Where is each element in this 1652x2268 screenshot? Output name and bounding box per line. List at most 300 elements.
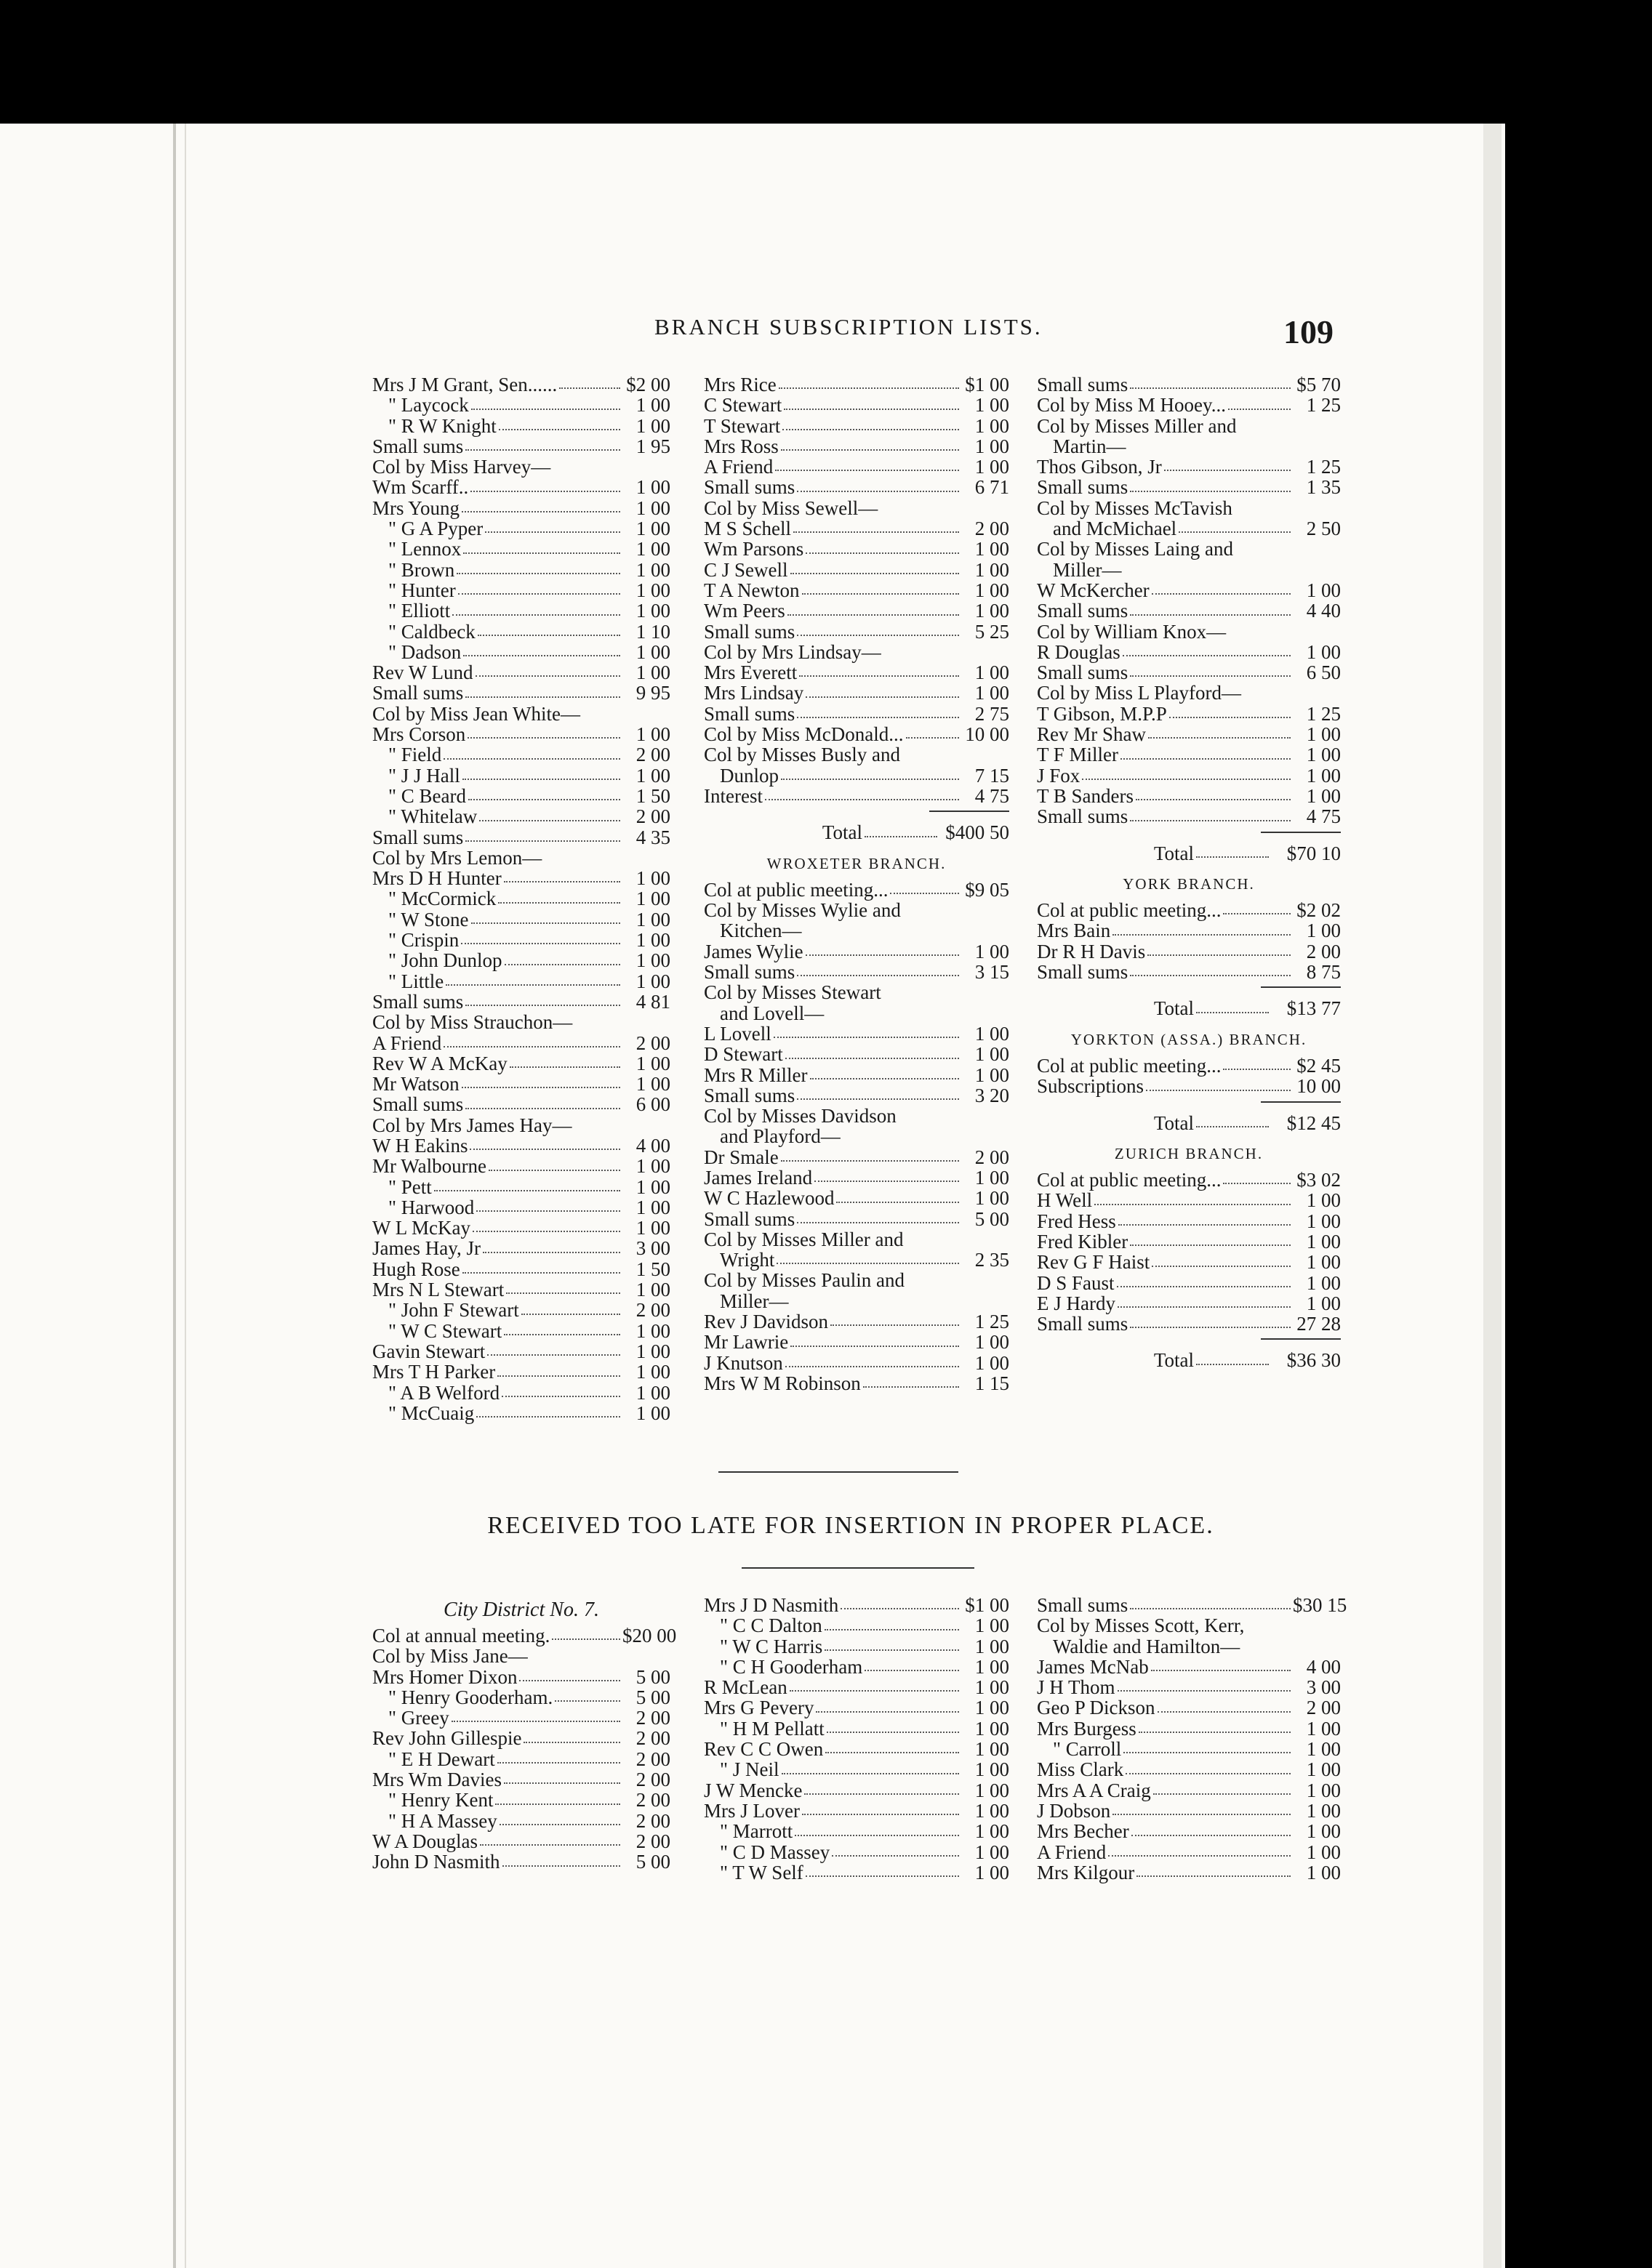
subscription-entry bbox=[1037, 962, 1341, 982]
dot-leader bbox=[434, 1177, 620, 1191]
entry-name: Wm Peers bbox=[704, 600, 785, 622]
subscription-entry bbox=[372, 416, 670, 436]
subscription-entry bbox=[1037, 622, 1341, 642]
entry-amount: 1 00 bbox=[635, 1381, 670, 1404]
dot-leader bbox=[1243, 683, 1291, 697]
subscription-entry bbox=[372, 1074, 670, 1094]
entry-amount bbox=[961, 982, 1009, 1002]
entry-name: Col by Misses Paulin and bbox=[704, 1269, 905, 1292]
dot-leader bbox=[816, 1697, 959, 1712]
dot-leader bbox=[781, 765, 959, 780]
dot-leader bbox=[1223, 1170, 1291, 1184]
entry-amount: 1 00 bbox=[1306, 920, 1341, 942]
entry-name: Waldie and Hamilton— bbox=[1053, 1635, 1240, 1657]
dot-leader bbox=[1169, 704, 1291, 718]
entry-amount: 2 00 bbox=[1306, 1697, 1341, 1719]
dot-leader bbox=[473, 1218, 620, 1232]
entry-amount: 4 81 bbox=[635, 990, 670, 1013]
entry-name: Small sums bbox=[704, 476, 795, 499]
dot-leader bbox=[457, 560, 620, 574]
subscription-entry bbox=[372, 1321, 670, 1341]
entry-amount: $1 00 bbox=[965, 1594, 1009, 1616]
subscription-entry bbox=[704, 395, 1009, 415]
dot-leader bbox=[880, 498, 959, 512]
subscription-entry bbox=[372, 1279, 670, 1300]
entry-amount: $9 05 bbox=[965, 878, 1009, 901]
entry-name: " C Beard bbox=[388, 784, 466, 807]
subscription-entry bbox=[704, 1229, 1009, 1250]
dot-leader bbox=[519, 1667, 620, 1681]
entry-name: Small sums bbox=[1037, 374, 1128, 395]
dot-leader bbox=[765, 786, 959, 800]
subscription-entry bbox=[1037, 580, 1341, 600]
entry-amount: 4 40 bbox=[1306, 600, 1341, 622]
dot-leader bbox=[1130, 1314, 1291, 1328]
entry-name: Small sums bbox=[1037, 600, 1128, 622]
dot-leader bbox=[1130, 1231, 1291, 1246]
entry-name: Rev C C Owen bbox=[704, 1738, 824, 1761]
subscription-entry bbox=[372, 1341, 670, 1362]
entry-name: J Knutson bbox=[704, 1351, 783, 1374]
dot-leader bbox=[502, 1851, 621, 1866]
total-row bbox=[704, 822, 1009, 843]
subscription-entry bbox=[1037, 1657, 1341, 1677]
subscription-entry bbox=[704, 1821, 1009, 1841]
entry-amount: 1 00 bbox=[974, 1351, 1009, 1374]
entry-amount: 1 00 bbox=[1306, 579, 1341, 601]
entry-amount: 10 00 bbox=[965, 723, 1009, 746]
branch-heading: ZURICH BRANCH. bbox=[1114, 1144, 1264, 1162]
subscription-entry bbox=[704, 1862, 1009, 1883]
subscription-entry bbox=[1037, 1862, 1341, 1883]
entry-name: L Lovell bbox=[704, 1022, 771, 1045]
subscription-entry bbox=[704, 1615, 1009, 1636]
entry-name: " W C Harris bbox=[720, 1635, 823, 1657]
entry-name: and Lovell— bbox=[720, 1002, 825, 1024]
entry-amount bbox=[622, 457, 670, 477]
entry-amount: 1 00 bbox=[635, 579, 670, 601]
entry-amount: 2 00 bbox=[974, 1146, 1009, 1168]
subscription-entry bbox=[372, 395, 670, 415]
entry-amount: 1 00 bbox=[1306, 1799, 1341, 1822]
entry-name: Mrs Bain bbox=[1037, 920, 1111, 942]
total-rule bbox=[1261, 832, 1341, 833]
entry-name: " Crispin bbox=[388, 929, 460, 952]
subscription-entry bbox=[704, 1332, 1009, 1352]
subscription-entry bbox=[1037, 662, 1341, 683]
dot-leader bbox=[814, 1167, 959, 1182]
entry-name: Mrs R Miller bbox=[704, 1063, 808, 1086]
subscription-entry bbox=[704, 1147, 1009, 1167]
entry-amount bbox=[1293, 416, 1341, 436]
dot-leader bbox=[444, 744, 620, 759]
entry-name: Rev W A McKay bbox=[372, 1052, 508, 1074]
entry-amount: 2 50 bbox=[1306, 518, 1341, 540]
entry-amount: 1 00 bbox=[635, 496, 670, 519]
subscription-entry bbox=[372, 1403, 670, 1423]
late-column-1 bbox=[372, 1595, 677, 1873]
entry-amount: 4 75 bbox=[974, 784, 1009, 807]
subscription-entry bbox=[704, 704, 1009, 724]
subscription-entry bbox=[704, 880, 1009, 900]
subscription-entry bbox=[372, 992, 670, 1012]
dot-leader bbox=[865, 822, 937, 837]
entry-name: " Henry Kent bbox=[388, 1789, 494, 1811]
subscription-entry bbox=[1037, 704, 1341, 724]
entry-amount: 1 00 bbox=[974, 682, 1009, 704]
subscription-column-2 bbox=[704, 374, 1009, 1394]
entry-amount: $1 00 bbox=[965, 374, 1009, 395]
dot-leader bbox=[1242, 1636, 1291, 1651]
entry-amount: 1 00 bbox=[635, 1279, 670, 1301]
dot-leader bbox=[803, 920, 959, 935]
dot-leader bbox=[483, 1238, 620, 1252]
subscription-entry bbox=[704, 1759, 1009, 1780]
subscription-entry bbox=[1037, 920, 1341, 941]
entry-amount bbox=[961, 744, 1009, 765]
dot-leader bbox=[1235, 539, 1291, 553]
subscription-entry bbox=[372, 457, 670, 477]
subscription-entry bbox=[372, 1728, 670, 1748]
dot-leader bbox=[1228, 622, 1291, 636]
entry-amount: 1 00 bbox=[974, 1820, 1009, 1843]
subscription-entry bbox=[704, 1085, 1009, 1106]
dot-leader bbox=[1130, 477, 1291, 491]
section-divider-short bbox=[742, 1567, 974, 1569]
entry-amount bbox=[961, 1126, 1009, 1146]
entry-name: R Douglas bbox=[1037, 640, 1120, 663]
entry-amount: 1 00 bbox=[974, 456, 1009, 478]
entry-name: Total bbox=[1153, 997, 1194, 1020]
entry-amount bbox=[1293, 1615, 1341, 1636]
dot-leader bbox=[836, 1188, 959, 1202]
entry-amount: 2 00 bbox=[635, 1789, 670, 1811]
dot-leader bbox=[797, 1085, 959, 1100]
total-rule bbox=[1261, 986, 1341, 988]
entry-name: Small sums bbox=[372, 990, 464, 1013]
entry-amount: 1 00 bbox=[635, 908, 670, 930]
entry-name: Small sums bbox=[1037, 662, 1128, 684]
entry-amount: 3 00 bbox=[635, 1237, 670, 1260]
entry-name: D S Faust bbox=[1037, 1271, 1115, 1294]
subscription-entry bbox=[372, 1300, 670, 1320]
entry-amount: 4 75 bbox=[1306, 805, 1341, 828]
entry-name: Col by Miss M Hooey... bbox=[1037, 394, 1227, 417]
entry-name: " E H Dewart bbox=[388, 1748, 495, 1770]
subscription-entry bbox=[1037, 765, 1341, 786]
entry-amount: 1 00 bbox=[974, 1043, 1009, 1066]
dot-leader bbox=[825, 1739, 959, 1753]
subscription-entry bbox=[704, 539, 1009, 559]
subscription-entry bbox=[704, 744, 1009, 765]
dot-leader bbox=[1094, 1190, 1291, 1205]
entry-amount: 3 00 bbox=[1306, 1676, 1341, 1699]
subscription-entry bbox=[1037, 786, 1341, 806]
dot-leader bbox=[489, 1156, 620, 1170]
subscription-entry bbox=[372, 374, 670, 395]
subscription-entry bbox=[372, 868, 670, 888]
entry-amount: 1 00 bbox=[974, 1063, 1009, 1086]
branch-heading: WROXETER BRANCH. bbox=[766, 854, 947, 872]
entry-name: " H M Pellatt bbox=[720, 1717, 825, 1740]
entry-name: Col by Misses Laing and bbox=[1037, 538, 1233, 560]
branch-heading: YORKTON (ASSA.) BRANCH. bbox=[1070, 1030, 1307, 1048]
dot-leader bbox=[495, 1790, 620, 1804]
entry-amount: 1 00 bbox=[635, 949, 670, 972]
subscription-entry bbox=[1037, 457, 1341, 477]
subscription-entry bbox=[704, 941, 1009, 962]
entry-amount: 1 10 bbox=[635, 620, 670, 643]
entry-name: " McCormick bbox=[388, 888, 497, 910]
late-column-3 bbox=[1037, 1594, 1347, 1883]
entry-amount: 1 00 bbox=[635, 518, 670, 540]
subscription-entry bbox=[704, 786, 1009, 806]
subscription-entry bbox=[1037, 1273, 1341, 1293]
entry-amount: 3 20 bbox=[974, 1084, 1009, 1106]
entry-amount: $70 10 bbox=[1286, 842, 1341, 864]
entry-name: Col by Mrs Lindsay— bbox=[704, 640, 881, 663]
entry-amount: 1 00 bbox=[635, 1196, 670, 1218]
dot-leader bbox=[498, 888, 620, 903]
subscription-entry bbox=[372, 1094, 670, 1114]
entry-name: Small sums bbox=[1037, 805, 1128, 828]
entry-name: Total bbox=[1153, 1349, 1194, 1372]
entry-name: Mrs N L Stewart bbox=[372, 1279, 505, 1301]
entry-name: Martin— bbox=[1053, 435, 1126, 457]
subscription-entry bbox=[372, 1625, 677, 1646]
entry-name: Mrs Ross bbox=[704, 435, 779, 457]
subscription-entry bbox=[372, 1811, 670, 1831]
entry-name: W A Douglas bbox=[372, 1830, 478, 1852]
entry-amount: 1 00 bbox=[974, 558, 1009, 581]
entry-name: Col by Miss Jane— bbox=[372, 1645, 528, 1668]
entry-name: " Caldbeck bbox=[388, 620, 476, 643]
dot-leader bbox=[1196, 998, 1269, 1013]
dot-leader bbox=[906, 724, 959, 739]
dot-leader bbox=[1152, 1252, 1291, 1266]
subscription-entry bbox=[1037, 683, 1341, 703]
entry-name: " Dadson bbox=[388, 640, 462, 663]
entry-name: Miss Clark bbox=[1037, 1758, 1124, 1781]
entry-amount bbox=[961, 900, 1009, 920]
entry-amount: 2 00 bbox=[974, 518, 1009, 540]
dot-leader bbox=[890, 880, 959, 894]
subscription-entry bbox=[704, 1291, 1009, 1311]
subscription-entry bbox=[1037, 744, 1341, 765]
entry-name: Col by Misses Wylie and bbox=[704, 899, 901, 922]
entry-name: Total bbox=[1153, 842, 1194, 864]
dot-leader bbox=[1112, 920, 1291, 935]
dot-leader bbox=[899, 1106, 959, 1120]
entry-name: Col by Misses Scott, Kerr, bbox=[1037, 1614, 1245, 1637]
entry-name: Mrs Rice bbox=[704, 374, 777, 395]
entry-name: Mrs D H Hunter bbox=[372, 867, 502, 890]
dot-leader bbox=[462, 765, 620, 780]
subscription-entry bbox=[372, 724, 670, 744]
dot-leader bbox=[476, 662, 621, 677]
entry-name: " J J Hall bbox=[388, 764, 460, 787]
subscription-entry bbox=[372, 971, 670, 992]
subscription-entry bbox=[704, 1657, 1009, 1677]
entry-name: T A Newton bbox=[704, 579, 800, 601]
subscription-entry bbox=[1037, 1252, 1341, 1272]
entry-name: James Wylie bbox=[704, 940, 803, 962]
subscription-entry bbox=[1037, 1780, 1341, 1801]
subscription-entry bbox=[704, 518, 1009, 539]
entry-amount: 1 00 bbox=[974, 940, 1009, 962]
dot-leader bbox=[521, 1300, 620, 1314]
entry-amount bbox=[1293, 436, 1341, 457]
entry-name: Wright bbox=[720, 1249, 775, 1271]
entry-amount bbox=[961, 920, 1009, 941]
subscription-entry bbox=[704, 374, 1009, 395]
dot-leader bbox=[544, 848, 620, 862]
entry-amount: 27 28 bbox=[1296, 1313, 1341, 1335]
dot-leader bbox=[774, 1024, 959, 1038]
entry-amount: 5 00 bbox=[635, 1851, 670, 1873]
entry-amount: 1 00 bbox=[635, 558, 670, 581]
entry-name: James Hay, Jr bbox=[372, 1237, 481, 1260]
subscription-entry bbox=[1037, 416, 1341, 436]
subscription-entry bbox=[372, 1687, 670, 1708]
dot-leader bbox=[497, 1362, 620, 1376]
entry-amount: 1 00 bbox=[974, 435, 1009, 457]
entry-amount: 5 00 bbox=[974, 1207, 1009, 1230]
subscription-entry bbox=[372, 1238, 670, 1258]
entry-amount bbox=[961, 1291, 1009, 1311]
subscription-entry bbox=[1037, 1615, 1341, 1636]
entry-name: " John F Stewart bbox=[388, 1299, 519, 1322]
dot-leader bbox=[797, 1209, 959, 1223]
entry-amount: 2 00 bbox=[1306, 940, 1341, 962]
entry-amount: 5 25 bbox=[974, 620, 1009, 643]
entry-amount: 9 95 bbox=[635, 682, 670, 704]
subscription-entry bbox=[372, 1053, 670, 1074]
entry-amount: 1 00 bbox=[1306, 1230, 1341, 1252]
entry-amount: 2 00 bbox=[635, 1830, 670, 1852]
dot-leader bbox=[1130, 374, 1291, 389]
entry-amount: 1 00 bbox=[1306, 1717, 1341, 1740]
subscription-entry bbox=[372, 1749, 670, 1769]
entry-amount: $13 77 bbox=[1286, 997, 1341, 1020]
entry-amount bbox=[961, 498, 1009, 518]
dot-leader bbox=[510, 1053, 620, 1068]
subscription-entry bbox=[372, 806, 670, 827]
subscription-entry bbox=[372, 642, 670, 662]
entry-amount: 2 00 bbox=[635, 1748, 670, 1770]
entry-amount: 1 00 bbox=[635, 1361, 670, 1383]
dot-leader bbox=[799, 662, 959, 677]
dot-leader bbox=[1196, 1350, 1269, 1364]
subscription-entry bbox=[1037, 900, 1341, 920]
subscription-entry bbox=[704, 1024, 1009, 1044]
dot-leader bbox=[471, 909, 620, 924]
subscription-entry bbox=[372, 683, 670, 703]
subscription-entry bbox=[372, 1197, 670, 1218]
entry-amount: 1 00 bbox=[974, 1697, 1009, 1719]
entry-amount: 2 75 bbox=[974, 702, 1009, 725]
dot-leader bbox=[779, 374, 959, 389]
dot-leader bbox=[806, 539, 959, 553]
dot-leader bbox=[883, 982, 959, 997]
entry-amount bbox=[961, 1106, 1009, 1126]
entry-name: Mrs J D Nasmith bbox=[704, 1594, 839, 1616]
dot-leader bbox=[471, 395, 620, 409]
subscription-entry bbox=[704, 962, 1009, 982]
subscription-entry bbox=[1037, 518, 1341, 539]
subscription-entry bbox=[372, 786, 670, 806]
dot-leader bbox=[777, 1250, 959, 1264]
entry-name: Wm Parsons bbox=[704, 538, 804, 560]
entry-amount bbox=[622, 1012, 670, 1032]
entry-amount: $30 15 bbox=[1293, 1594, 1347, 1616]
entry-name: Col by Misses Busly and bbox=[704, 744, 901, 766]
entry-name: Mrs Burgess bbox=[1037, 1717, 1136, 1740]
entry-amount: 1 00 bbox=[974, 1799, 1009, 1822]
entry-name: Rev G F Haist bbox=[1037, 1251, 1150, 1274]
entry-amount: 6 50 bbox=[1306, 662, 1341, 684]
entry-amount: 1 00 bbox=[635, 394, 670, 417]
dot-leader bbox=[906, 1229, 960, 1244]
subscription-entry bbox=[372, 930, 670, 950]
subscription-entry bbox=[372, 704, 670, 724]
entry-name: " Greey bbox=[388, 1707, 449, 1729]
subscription-column-1 bbox=[372, 374, 670, 1423]
entry-name: Fred Hess bbox=[1037, 1210, 1116, 1232]
entry-amount: 1 00 bbox=[635, 1340, 670, 1362]
dot-leader bbox=[832, 1842, 959, 1857]
entry-amount bbox=[622, 704, 670, 724]
entry-name: Hugh Rose bbox=[372, 1258, 460, 1280]
entry-name: Col at public meeting... bbox=[1037, 1169, 1222, 1191]
dot-leader bbox=[452, 1708, 620, 1722]
dot-leader bbox=[1136, 1862, 1291, 1877]
dot-leader bbox=[863, 1373, 959, 1388]
dot-leader bbox=[903, 900, 959, 914]
dot-leader bbox=[476, 1403, 620, 1418]
entry-amount bbox=[622, 1646, 670, 1666]
entry-amount: 1 00 bbox=[974, 1187, 1009, 1210]
dot-leader bbox=[1152, 580, 1291, 595]
subscription-entry bbox=[372, 744, 670, 765]
entry-amount: 6 71 bbox=[974, 476, 1009, 499]
dot-leader bbox=[781, 436, 959, 451]
entry-amount: $2 02 bbox=[1296, 899, 1341, 922]
subscription-entry bbox=[372, 1831, 670, 1851]
entry-name: Miller— bbox=[720, 1290, 789, 1312]
entry-name: J H Thom bbox=[1037, 1676, 1115, 1699]
dot-leader bbox=[810, 1065, 959, 1079]
dot-leader bbox=[1130, 600, 1291, 615]
subscription-entry bbox=[1037, 477, 1341, 497]
subscription-entry bbox=[1037, 1293, 1341, 1314]
dot-leader bbox=[480, 1831, 620, 1846]
entry-amount bbox=[961, 1229, 1009, 1250]
dot-leader bbox=[478, 622, 620, 636]
subscription-entry bbox=[1037, 1842, 1341, 1862]
entry-name: Mrs Becher bbox=[1037, 1820, 1129, 1843]
entry-amount bbox=[1293, 622, 1341, 642]
subscription-entry bbox=[1037, 1759, 1341, 1780]
entry-name: Col by Miss Strauchon— bbox=[372, 1011, 573, 1034]
entry-amount: $2 45 bbox=[1296, 1054, 1341, 1077]
entry-amount: 1 00 bbox=[635, 600, 670, 622]
entry-amount: 1 50 bbox=[635, 784, 670, 807]
entry-name: W H Eakins bbox=[372, 1134, 468, 1157]
dot-leader bbox=[465, 827, 620, 842]
entry-name: Mrs J Lover bbox=[704, 1799, 800, 1822]
entry-amount: 1 00 bbox=[974, 1758, 1009, 1781]
